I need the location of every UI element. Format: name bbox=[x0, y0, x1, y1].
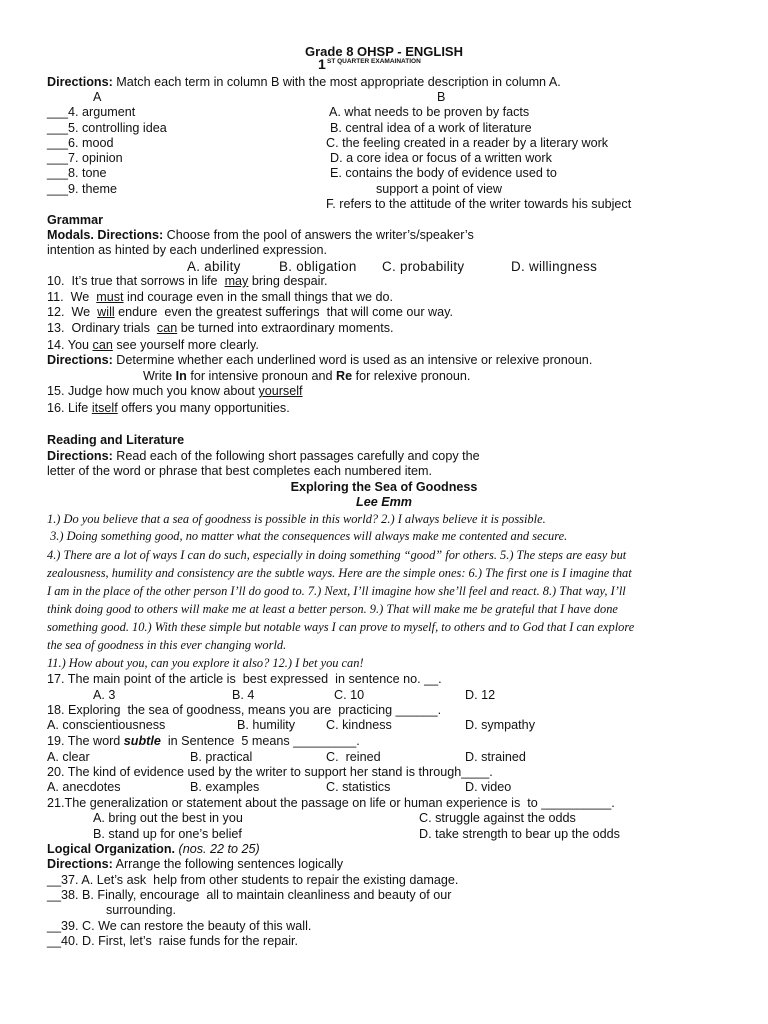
passage-line: the sea of goodness in this ever changing world. bbox=[47, 638, 287, 652]
grammar-heading: Grammar bbox=[47, 213, 104, 227]
pronoun-instructions: Write In for intensive pronoun and Re for relexive pronoun. bbox=[143, 369, 471, 383]
answer-option: A. 3 bbox=[93, 688, 116, 702]
answer-option: D. strained bbox=[465, 750, 526, 764]
passage-line: zealousness, humility and consistency are the subtle ways. Here are the simple ones: 6.) The first one is I imagine that bbox=[47, 566, 632, 580]
modal-question: 13. Ordinary trials can be turned into extraordinary moments. bbox=[47, 321, 394, 335]
logical-item: __38. B. Finally, encourage all to maintain cleanliness and beauty of our bbox=[47, 888, 452, 902]
question-21: 21.The generalization or statement about the passage on life or human experience is to __________. bbox=[47, 796, 615, 810]
answer-option: C. reined bbox=[326, 750, 381, 764]
quarter-label: ST QUARTER EXAMAINATION bbox=[327, 58, 421, 65]
description-item: B. central idea of a work of literature bbox=[330, 121, 532, 135]
description-item: D. a core idea or focus of a written work bbox=[330, 151, 552, 165]
answer-option: B. stand up for one’s belief bbox=[93, 827, 242, 841]
answer-option: D. 12 bbox=[465, 688, 496, 702]
passage-line: 1.) Do you believe that a sea of goodness is possible in this world? 2.) I always believe it is possible. bbox=[47, 512, 546, 526]
reading-directions-cont: letter of the word or phrase that best completes each numbered item. bbox=[47, 464, 433, 478]
passage-title: Exploring the Sea of Goodness bbox=[290, 480, 478, 494]
passage-line: think doing good to others will make me at least a better person. 9.) That will make me be grateful that I have done bbox=[47, 602, 618, 616]
pronoun-question: 15. Judge how much you know about yourself bbox=[47, 384, 303, 398]
question-18: 18. Exploring the sea of goodness, means you are practicing ______. bbox=[47, 703, 442, 717]
modal-option: D. willingness bbox=[511, 259, 598, 274]
reading-heading: Reading and Literature bbox=[47, 433, 185, 447]
modal-question: 14. You can see yourself more clearly. bbox=[47, 338, 259, 352]
term-item: ___8. tone bbox=[47, 166, 107, 180]
column-a-header: A bbox=[93, 90, 102, 104]
logical-item-cont: surrounding. bbox=[106, 903, 177, 917]
logical-heading: Logical Organization. (nos. 22 to 25) bbox=[47, 842, 260, 856]
answer-option: C. struggle against the odds bbox=[419, 811, 576, 825]
column-b-header: B bbox=[437, 90, 446, 104]
description-item: E. contains the body of evidence used to bbox=[330, 166, 557, 180]
question-17: 17. The main point of the article is best expressed in sentence no. __. bbox=[47, 672, 442, 686]
term-item: ___7. opinion bbox=[47, 151, 123, 165]
description-item: support a point of view bbox=[376, 182, 503, 196]
answer-option: C. statistics bbox=[326, 780, 391, 794]
answer-option: A. bring out the best in you bbox=[93, 811, 243, 825]
pronoun-question: 16. Life itself offers you many opportunities. bbox=[47, 401, 290, 415]
pronoun-directions: Directions: Determine whether each underlined word is used as an intensive or relexive pronoun. bbox=[47, 353, 593, 367]
modals-directions: Modals. Directions: Choose from the pool of answers the writer’s/speaker’s bbox=[47, 228, 474, 242]
reading-directions: Directions: Read each of the following short passages carefully and copy the bbox=[47, 449, 480, 463]
logical-item: __39. C. We can restore the beauty of this wall. bbox=[47, 919, 312, 933]
answer-option: B. 4 bbox=[232, 688, 255, 702]
answer-option: D. video bbox=[465, 780, 512, 794]
answer-option: B. examples bbox=[190, 780, 260, 794]
passage-line: 3.) Doing something good, no matter what the consequences will always make me contented and secure. bbox=[47, 529, 568, 543]
modal-question: 11. We must ind courage even in the small things that we do. bbox=[47, 290, 394, 304]
passage-line: something good. 10.) With these simple but notable ways I can prove to myself, to others and to God that I can explore bbox=[47, 620, 635, 634]
answer-option: B. practical bbox=[190, 750, 253, 764]
modal-option: C. probability bbox=[382, 259, 465, 274]
answer-option: C. 10 bbox=[334, 688, 365, 702]
description-item: F. refers to the attitude of the writer towards his subject bbox=[326, 197, 632, 211]
modal-option: A. ability bbox=[187, 259, 241, 274]
question-19: 19. The word subtle in Sentence 5 means _________. bbox=[47, 734, 360, 748]
matching-directions: Directions: Match each term in column B with the most appropriate description in column A. bbox=[47, 75, 561, 89]
passage-author: Lee Emm bbox=[356, 495, 412, 509]
logical-item: __40. D. First, let’s raise funds for the repair. bbox=[47, 934, 299, 948]
answer-option: C. kindness bbox=[326, 718, 392, 732]
term-item: ___6. mood bbox=[47, 136, 114, 150]
logical-item: __37. A. Let’s ask help from other students to repair the existing damage. bbox=[47, 873, 459, 887]
exam-title: Grade 8 OHSP - ENGLISH bbox=[305, 44, 463, 59]
passage-line: I am in the place of the other person I’ll do good to. 7.) Next, I’ll imagine how she’ll feel and react. 8.) That way, I’ll bbox=[47, 584, 626, 598]
modal-option: B. obligation bbox=[279, 259, 357, 274]
quarter-number: 1 bbox=[318, 56, 326, 72]
term-item: ___5. controlling idea bbox=[47, 121, 167, 135]
term-item: ___4. argument bbox=[47, 105, 136, 119]
modals-directions-cont: intention as hinted by each underlined expression. bbox=[47, 243, 328, 257]
passage-line: 11.) How about you, can you explore it also? 12.) I bet you can! bbox=[47, 656, 364, 670]
passage-line: 4.) There are a lot of ways I can do such, especially in doing something “good” for others. 5.) The steps are easy but bbox=[47, 548, 627, 562]
question-20: 20. The kind of evidence used by the writer to support her stand is through____. bbox=[47, 765, 493, 779]
answer-option: A. clear bbox=[47, 750, 90, 764]
description-item: C. the feeling created in a reader by a literary work bbox=[326, 136, 609, 150]
answer-option: A. conscientiousness bbox=[47, 718, 166, 732]
logical-directions: Directions: Arrange the following sentences logically bbox=[47, 857, 344, 871]
term-item: ___9. theme bbox=[47, 182, 118, 196]
answer-option: A. anecdotes bbox=[47, 780, 121, 794]
answer-option: B. humility bbox=[237, 718, 296, 732]
answer-option: D. take strength to bear up the odds bbox=[419, 827, 620, 841]
answer-option: D. sympathy bbox=[465, 718, 535, 732]
modal-question: 10. It’s true that sorrows in life may bring despair. bbox=[47, 274, 328, 288]
description-item: A. what needs to be proven by facts bbox=[329, 105, 530, 119]
modal-question: 12. We will endure even the greatest sufferings that will come our way. bbox=[47, 305, 454, 319]
